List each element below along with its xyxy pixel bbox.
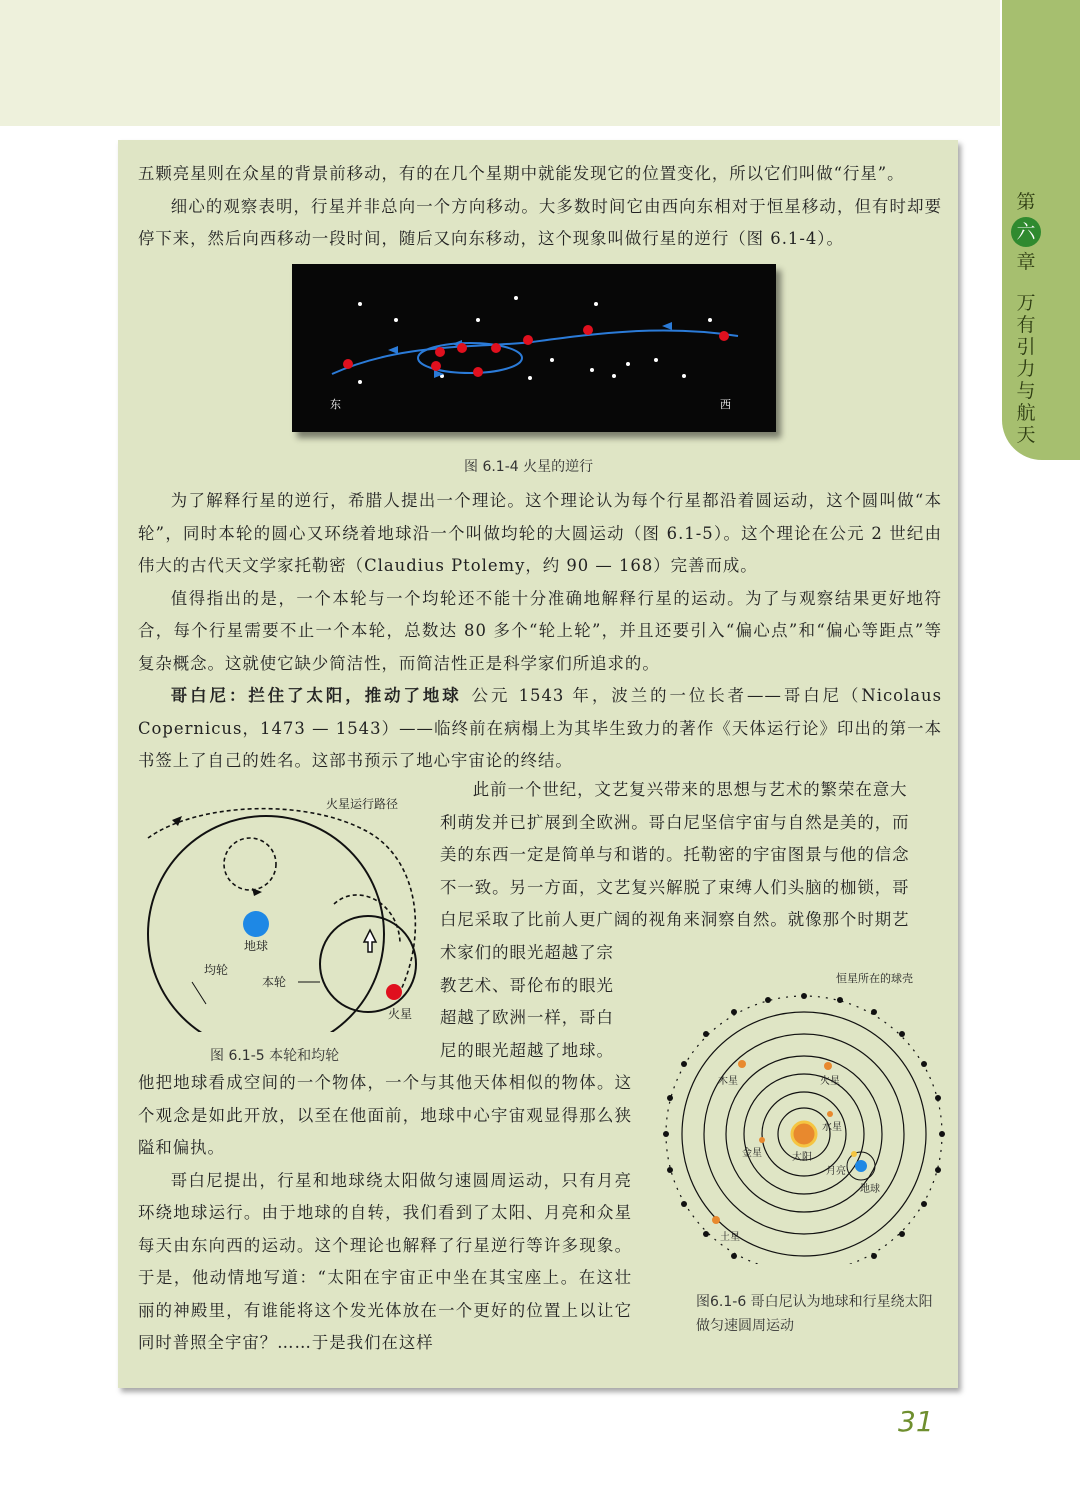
- chapter-tab[interactable]: [1002, 0, 1080, 460]
- paragraph: 他把地球看成空间的一个物体，一个与其他天体相似的物体。这个观念是如此开放，以至在他面前，地球中心宇宙观显得那么狭隘和偏执。: [138, 1073, 632, 1157]
- paragraph: 哥白尼提出，行星和地球绕太阳做匀速圆周运动，只有月亮环绕地球运行。由于地球的自转，我们看到了太阳、月亮和众星每天由东向西的运动。这个理论也解释了行星逆行等许多现象。于是，他动情地写道：“太阳在宇宙正中坐在其宝座上。在这壮丽的神殿里，有谁能将这个发光体放在一个更好的位置上以让它同时普照全宇宙？……于是我们在这样: [138, 1170, 632, 1352]
- text-line: 不一致。另一方面，文艺复兴解脱了束缚人们头脑的枷锁，哥: [440, 877, 910, 897]
- paragraph-text: 公元 1543 年，波兰的一位长者——哥白尼（Nicolaus Copernicus，1473 — 1543）——临终前在病榻上为其毕生致力的著作《天体运行论》印出的第一本书签上了自己的姓名。这部书预示了地心宇宙论的终结。: [138, 686, 943, 770]
- paragraph: 为了解释行星的逆行，希腊人提出一个理论。这个理论认为每个行星都沿着圆运动，这个圆叫做“本轮”，同时本轮的圆心又环绕着地球沿一个叫做均轮的大圆运动（图 6.1-5）。这个理论在公元 2 世纪由伟大的古代天文学家托勒密（Claudius Ptolemy，约 90 — 168）完善而成。: [138, 491, 942, 575]
- paragraph: 细心的观察表明，行星并非总向一个方向移动。大多数时间它由西向东相对于恒星移动，但有时却要停下来，然后向西移动一段时间，随后又向东移动，这个现象叫做行星的逆行（图 6.1-4）。: [138, 196, 942, 248]
- epicycle-label: 本轮: [262, 975, 287, 989]
- sun-label: 太阳: [792, 1152, 812, 1163]
- chapter-number-badge: 六: [1011, 217, 1041, 247]
- section-heading: 哥白尼：拦住了太阳，推动了地球: [170, 686, 462, 705]
- sphere-label: 恒星所在的球壳: [836, 972, 913, 985]
- mercury-label: 水星: [822, 1122, 842, 1133]
- text-line: 教艺术、哥伦布的眼光: [440, 975, 614, 995]
- figure-caption: 图 6.1-4 火星的逆行: [464, 459, 594, 475]
- chapter-suffix: 章: [1016, 251, 1036, 273]
- west-label: 西: [720, 398, 731, 411]
- text-line: 超越了欧洲一样，哥白: [440, 1008, 614, 1027]
- text-line: 美的东西一定是简单与和谐的。托勒密的宇宙图景与他的信念: [440, 845, 910, 864]
- text-line: 此前一个世纪，文艺复兴带来的思想与艺术的繁荣在意大: [472, 780, 908, 799]
- paragraph: 五颗亮星则在众星的背景前移动，有的在几个星期中就能发现它的位置变化，所以它们叫做“行星”。: [138, 164, 905, 183]
- path-label: 火星运行路径: [326, 797, 399, 811]
- header-band: [0, 0, 1000, 126]
- text-line: 白尼采取了比前人更广阔的视角来洞察自然。就像那个时期艺: [440, 910, 910, 929]
- moon-label: 月亮: [826, 1166, 846, 1177]
- text-line: 尼的眼光超越了地球。: [440, 1040, 614, 1060]
- jupiter-label: 木星: [718, 1076, 738, 1087]
- renaissance-text: [440, 774, 942, 937]
- content-panel: [118, 140, 958, 1388]
- figure-mars-retrograde: [292, 264, 776, 432]
- figure-caption: 图6.1-6 哥白尼认为地球和行星绕太阳做匀速圆周运动: [696, 1294, 933, 1334]
- text-line: 利萌发并已扩展到全欧洲。哥白尼坚信宇宙与自然是美的，而: [440, 812, 910, 832]
- top-text: [138, 158, 942, 256]
- saturn-label: 土星: [720, 1232, 740, 1243]
- text-line: 术家们的眼光超越了宗: [440, 943, 614, 962]
- mars-label: 火星: [388, 1007, 413, 1021]
- earth-label: 地球: [860, 1184, 880, 1195]
- paragraph: 值得指出的是，一个本轮与一个均轮还不能十分准确地解释行星的运动。为了与观察结果更好地符合，每个行星需要不止一个本轮，总数达 80 多个“轮上轮”，并且还要引入“偏心点”和“偏心等距点”等复杂概念。这就使它缺少简洁性，而简洁性正是科学家们所追求的。: [138, 588, 942, 673]
- mars-label: 火星: [820, 1076, 840, 1087]
- figure-caption: 图 6.1-5 本轮和均轮: [210, 1048, 340, 1064]
- chapter-title: 万有引力与航天: [1016, 292, 1036, 446]
- page-number: 31: [898, 1405, 934, 1438]
- middle-text: [138, 485, 942, 778]
- renaissance-text-narrow: [440, 937, 630, 1067]
- bottom-text: [138, 1067, 632, 1360]
- venus-label: 金星: [742, 1148, 762, 1159]
- paragraph: [138, 680, 942, 778]
- figure-heliocentric-model: [658, 964, 948, 1264]
- figure-epicycle-deferent: [138, 792, 438, 1032]
- earth-label: 地球: [244, 939, 269, 953]
- deferent-label: 均轮: [204, 963, 229, 977]
- chapter-prefix: 第: [1016, 191, 1036, 213]
- east-label: 东: [330, 398, 341, 411]
